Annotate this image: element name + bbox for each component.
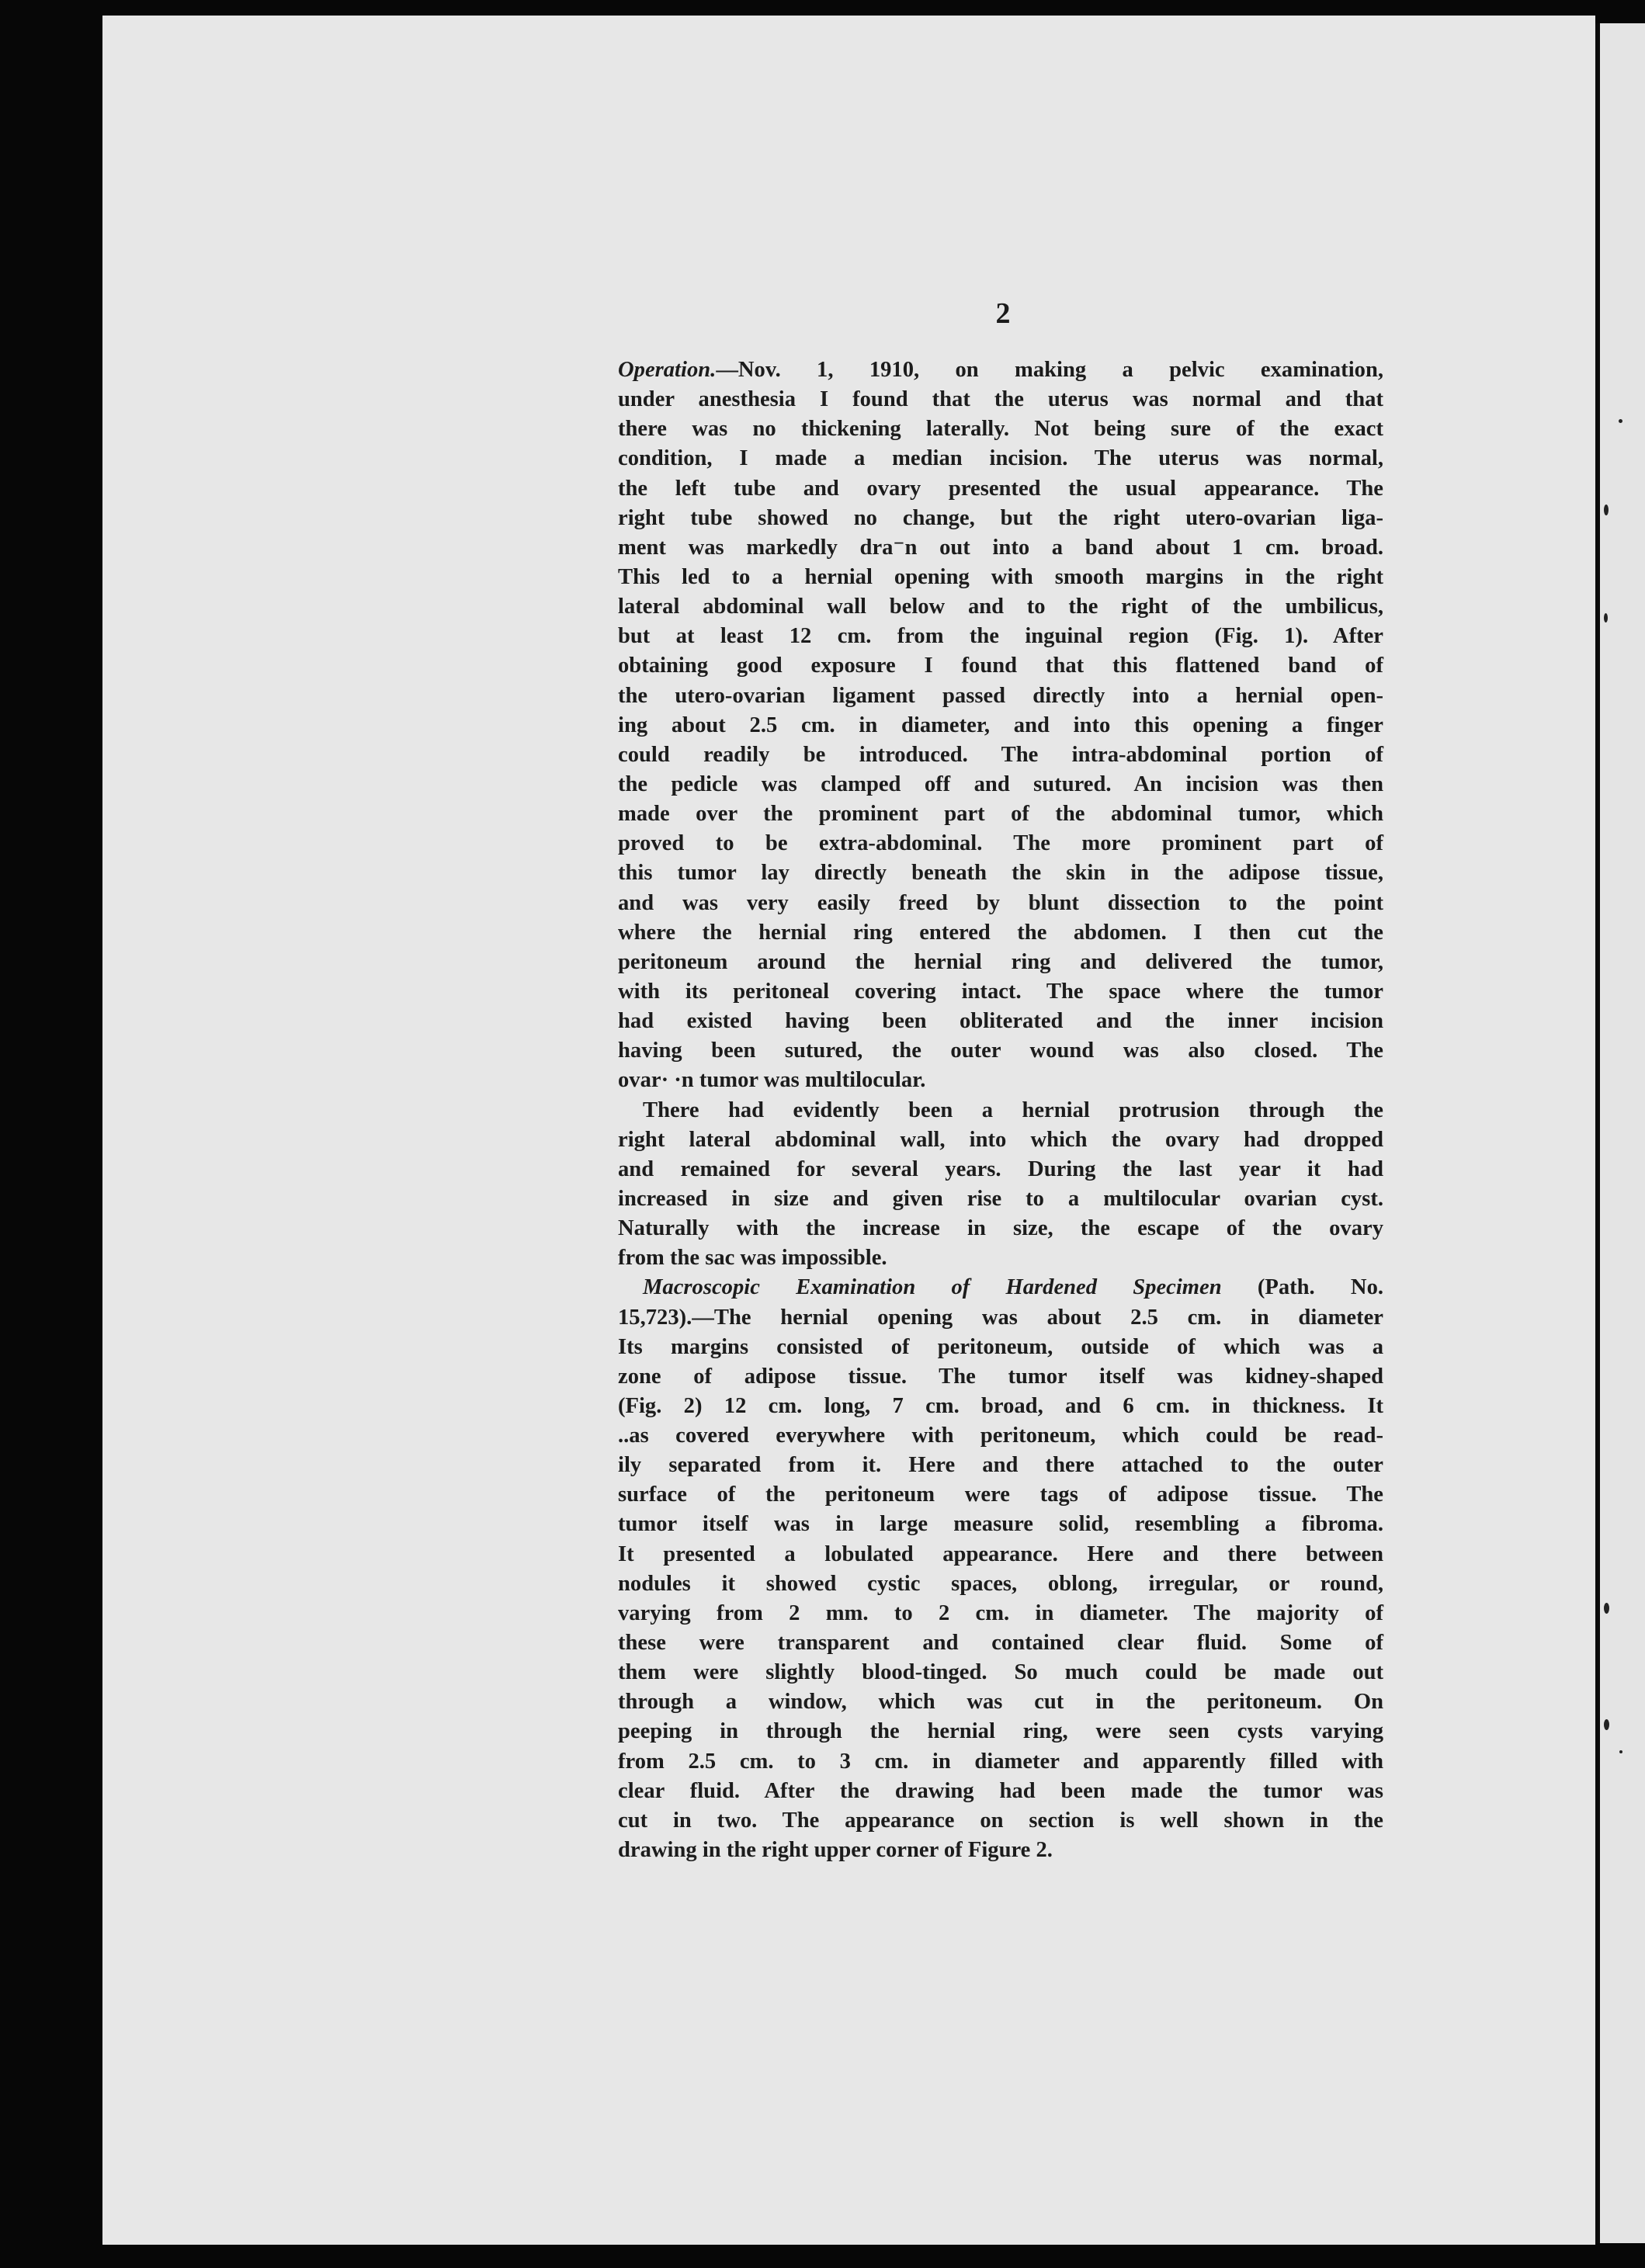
scan-speck: [1604, 1719, 1609, 1730]
text-line: [618, 1510, 1383, 1539]
page-number: 2: [995, 297, 1011, 330]
text-line: [618, 1599, 1383, 1628]
text-segment: this tumor lay directly beneath the skin in the adipose tissue,: [618, 861, 1383, 886]
text-segment: obtaining good exposure I found that this flattened band of: [618, 654, 1383, 678]
text-line: [618, 1066, 1383, 1095]
text-segment: There had evidently been a hernial protrusion through the: [643, 1098, 1383, 1122]
text-segment: proved to be extra-abdominal. The more prominent part of: [618, 831, 1383, 856]
text-segment: ing about 2.5 cm. in diameter, and into this opening a finger: [618, 713, 1383, 737]
text-line: [618, 1155, 1383, 1184]
scan-speck: [1604, 1603, 1609, 1614]
text-segment: (Fig. 2) 12 cm. long, 7 cm. broad, and 6 cm. in thickness. It: [618, 1393, 1383, 1418]
text-segment: —Nov. 1, 1910, on making a pelvic examination,: [716, 358, 1383, 382]
text-segment: where the hernial ring entered the abdomen. I then cut the: [618, 920, 1383, 945]
text-segment: nodules it showed cystic spaces, oblong, irregular, or round,: [618, 1571, 1383, 1596]
text-segment: ovar· ·n tumor was multilocular.: [618, 1068, 926, 1093]
text-segment: and was very easily freed by blunt dissection to the point: [618, 890, 1383, 915]
text-line: [618, 1628, 1383, 1658]
text-segment: the utero-ovarian ligament passed directly into a hernial open-: [618, 683, 1383, 708]
text-segment: (Path. No.: [1221, 1275, 1384, 1300]
text-line: [618, 681, 1383, 711]
text-line: [618, 1451, 1383, 1480]
text-line: [618, 1184, 1383, 1214]
text-segment: and remained for several years. During the last year it had: [618, 1157, 1383, 1181]
text-line: [618, 711, 1383, 740]
text-line: [618, 355, 1383, 385]
text-line: [618, 444, 1383, 473]
scan-speck: [1604, 505, 1609, 515]
text-line: [618, 889, 1383, 918]
adjacent-page-edge: [1595, 23, 1645, 2243]
text-line: [618, 1273, 1383, 1302]
text-line: [618, 740, 1383, 770]
text-line: [618, 977, 1383, 1007]
text-segment: cut in two. The appearance on section is well shown in the: [618, 1808, 1383, 1833]
text-line: [618, 1036, 1383, 1066]
text-segment: made over the prominent part of the abdominal tumor, which: [618, 802, 1383, 827]
text-line: [618, 1747, 1383, 1777]
text-line: [618, 1007, 1383, 1036]
text-line: [618, 1658, 1383, 1687]
text-line: [618, 799, 1383, 829]
text-segment: lateral abdominal wall below and to the right of the umbilicus,: [618, 595, 1383, 619]
italic-heading: Operation.: [618, 358, 717, 382]
text-line: [618, 1125, 1383, 1155]
text-line: [618, 1421, 1383, 1451]
text-line: [618, 1303, 1383, 1333]
text-line: [618, 1687, 1383, 1717]
text-segment: condition, I made a median incision. The uterus was normal,: [618, 446, 1383, 471]
text-segment: these were transparent and contained clear fluid. Some of: [618, 1631, 1383, 1656]
text-line: [618, 1540, 1383, 1569]
text-segment: zone of adipose tissue. The tumor itself was kidney-shaped: [618, 1364, 1383, 1389]
scan-speck: [1604, 613, 1608, 622]
text-segment: ily separated from it. Here and there attached to the outer: [618, 1453, 1383, 1478]
text-line: [618, 414, 1383, 444]
text-segment: This led to a hernial opening with smooth margins in the right: [618, 564, 1383, 589]
scan-speck: [1619, 419, 1622, 423]
text-segment: increased in size and given rise to a multilocular ovarian cyst.: [618, 1186, 1383, 1211]
text-line: [618, 1243, 1383, 1273]
text-segment: clear fluid. After the drawing had been made the tumor was: [618, 1778, 1383, 1803]
text-line: [618, 1717, 1383, 1746]
text-line: [618, 474, 1383, 504]
text-segment: ..as covered everywhere with peritoneum, which could be read-: [618, 1424, 1383, 1448]
text-line: [618, 1836, 1383, 1865]
text-segment: from the sac was impossible.: [618, 1246, 887, 1271]
text-line: [618, 1096, 1383, 1125]
text-line: [618, 1333, 1383, 1362]
text-segment: 15,723).—The hernial opening was about 2.5 cm. in diameter: [618, 1305, 1383, 1330]
text-segment: drawing in the right upper corner of Figure 2.: [618, 1838, 1053, 1863]
text-segment: with its peritoneal covering intact. The space where the tumor: [618, 979, 1383, 1004]
text-segment: the pedicle was clamped off and sutured. An incision was then: [618, 772, 1383, 796]
text-line: [618, 1806, 1383, 1836]
italic-heading: Macroscopic Examination of Hardened Specimen: [643, 1275, 1222, 1300]
text-segment: the left tube and ovary presented the usual appearance. The: [618, 476, 1383, 501]
text-segment: there was no thickening laterally. Not being sure of the exact: [618, 417, 1383, 442]
text-segment: surface of the peritoneum were tags of adipose tissue. The: [618, 1483, 1383, 1507]
text-line: [618, 1480, 1383, 1510]
text-segment: tumor itself was in large measure solid, resembling a fibroma.: [618, 1512, 1383, 1537]
text-segment: ment was markedly dra⁻n out into a band about 1 cm. broad.: [618, 535, 1383, 560]
text-segment: It presented a lobulated appearance. Here and there between: [618, 1541, 1383, 1566]
text-line: [618, 1214, 1383, 1243]
text-segment: having been sutured, the outer wound was also closed. The: [618, 1039, 1383, 1063]
text-segment: had existed having been obliterated and the inner incision: [618, 1009, 1383, 1034]
text-line: [618, 563, 1383, 592]
text-line: [618, 1569, 1383, 1599]
text-segment: but at least 12 cm. from the inguinal region (Fig. 1). After: [618, 624, 1383, 649]
text-segment: peeping in through the hernial ring, were seen cysts varying: [618, 1719, 1383, 1744]
text-segment: could readily be introduced. The intra-abdominal portion of: [618, 742, 1383, 767]
text-segment: right lateral abdominal wall, into which the ovary had dropped: [618, 1127, 1383, 1152]
text-segment: them were slightly blood-tinged. So much could be made out: [618, 1660, 1383, 1685]
text-line: [618, 829, 1383, 858]
text-line: [618, 858, 1383, 888]
text-line: [618, 385, 1383, 414]
text-line: [618, 533, 1383, 563]
text-line: [618, 651, 1383, 681]
text-segment: peritoneum around the hernial ring and delivered the tumor,: [618, 949, 1383, 974]
text-segment: through a window, which was cut in the peritoneum. On: [618, 1690, 1383, 1715]
scan-speck: [1619, 1750, 1622, 1753]
body-text: [618, 355, 1383, 1865]
text-segment: Its margins consisted of peritoneum, outside of which was a: [618, 1334, 1383, 1359]
text-line: [618, 504, 1383, 533]
text-line: [618, 1362, 1383, 1392]
text-line: [618, 1777, 1383, 1806]
document-page: [102, 16, 1595, 2245]
text-line: [618, 770, 1383, 799]
text-line: [618, 1392, 1383, 1421]
text-segment: from 2.5 cm. to 3 cm. in diameter and apparently filled with: [618, 1749, 1383, 1774]
text-line: [618, 918, 1383, 948]
text-line: [618, 622, 1383, 651]
text-segment: right tube showed no change, but the right utero-ovarian liga-: [618, 505, 1383, 530]
text-line: [618, 592, 1383, 622]
text-segment: under anesthesia I found that the uterus was normal and that: [618, 387, 1383, 412]
text-segment: varying from 2 mm. to 2 cm. in diameter. The majority of: [618, 1600, 1383, 1625]
text-segment: Naturally with the increase in size, the escape of the ovary: [618, 1216, 1383, 1241]
text-line: [618, 948, 1383, 977]
